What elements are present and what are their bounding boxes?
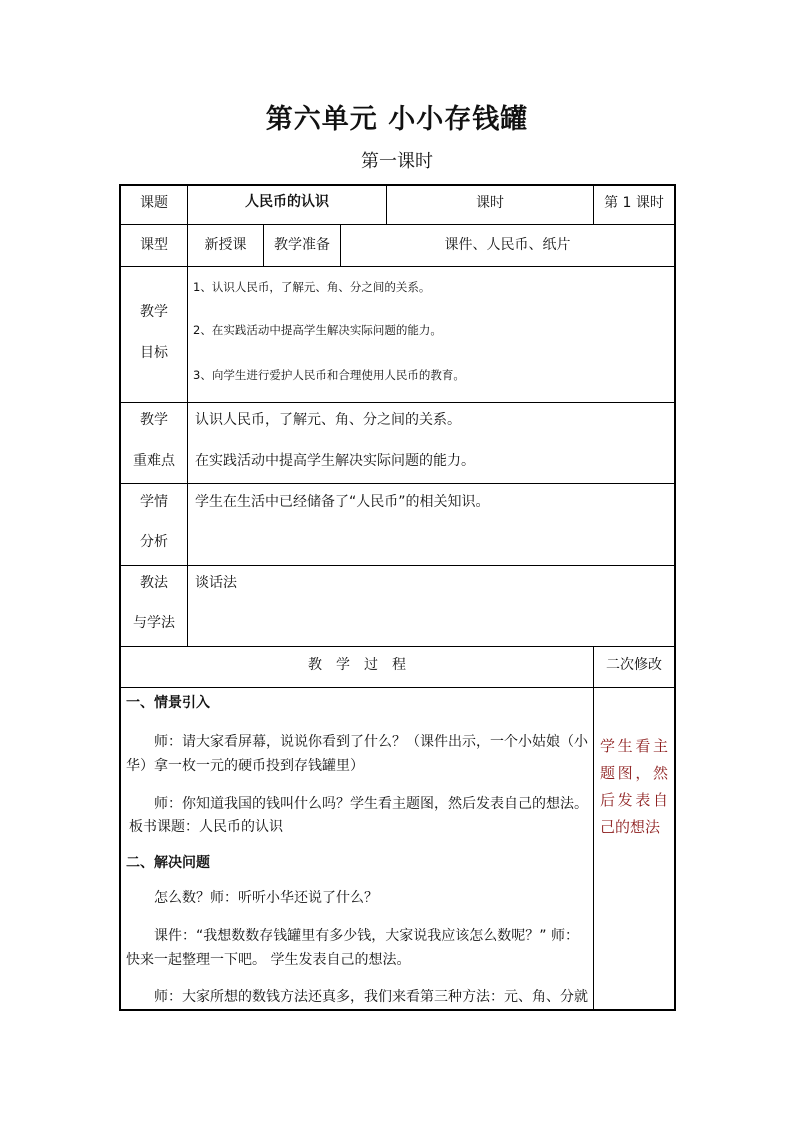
process-paragraph: 板书课题：人民币的认识 [129,819,283,835]
table-rule [120,565,675,566]
key-point-item: 认识人民币，了解元、角、分之间的关系。 [195,412,461,428]
table-rule [120,266,675,267]
topic-value: 人民币的认识 [245,194,329,210]
goal-item: 1、认识人民币，了解元、角、分之间的关系。 [193,280,431,294]
table-rule [120,224,675,225]
analysis-text: 学生在生活中已经储备了“人民币”的相关知识。 [195,494,490,510]
table-rule [120,402,675,403]
key-points-label: 教学 [140,412,168,428]
table-rule [187,185,188,647]
goal-item: 2、在实践活动中提高学生解决实际问题的能力。 [193,323,442,337]
goal-item: 3、向学生进行爱护人民币和合理使用人民币的教育。 [193,368,465,382]
type-label: 课型 [140,237,168,253]
process-paragraph: 师：大家所想的数钱方法还真多，我们来看第三种方法：元、角、分就 [154,989,588,1005]
section-title-intro: 一、情景引入 [126,695,210,711]
table-rule [120,646,675,647]
table-rule [593,646,594,1010]
page-title: 第六单元 小小存钱罐 [265,104,529,135]
topic-label: 课题 [140,195,168,211]
hours-value: 第 1 课时 [604,195,664,211]
process-paragraph: 师：你知道我国的钱叫什么吗？学生看主题图，然后发表自己的想法。 [154,796,588,812]
process-paragraph: 怎么数？师：听听小华还说了什么？ [154,890,378,906]
revision-note: 学生看主题图，然后发表自己的想法 [600,737,668,836]
type-value: 新授课 [204,237,247,253]
table-rule [120,483,675,484]
goals-label: 目标 [140,345,168,361]
prep-value: 课件、人民币、纸片 [444,237,571,253]
revision-header: 二次修改 [606,657,662,673]
methods-text: 谈话法 [195,575,237,591]
process-paragraph: 师：请大家看屏幕，说说你看到了什么？（课件出示，一个小姑娘（小华）拿一枚一元的硬币投到存钱罐里） [126,734,588,774]
section-title-solve: 二、解决问题 [126,855,210,871]
key-points-label: 重难点 [133,453,175,469]
process-paragraph: 课件：“我想数数存钱罐里有多少钱，大家说我应该怎么数呢？” 师：快来一起整理一下吧。 学生发表自己的想法。 [126,928,579,968]
goals-label: 教学 [140,304,168,320]
hours-label: 课时 [476,195,504,211]
lesson-subtitle: 第一课时 [361,151,433,172]
methods-label: 与学法 [133,615,175,631]
key-point-item: 在实践活动中提高学生解决实际问题的能力。 [195,453,475,469]
analysis-label: 学情 [140,494,168,510]
prep-label: 教学准备 [274,237,330,253]
process-header: 教 学 过 程 [308,657,406,673]
table-rule [120,687,675,688]
methods-label: 教法 [140,575,168,591]
analysis-label: 分析 [140,534,168,550]
